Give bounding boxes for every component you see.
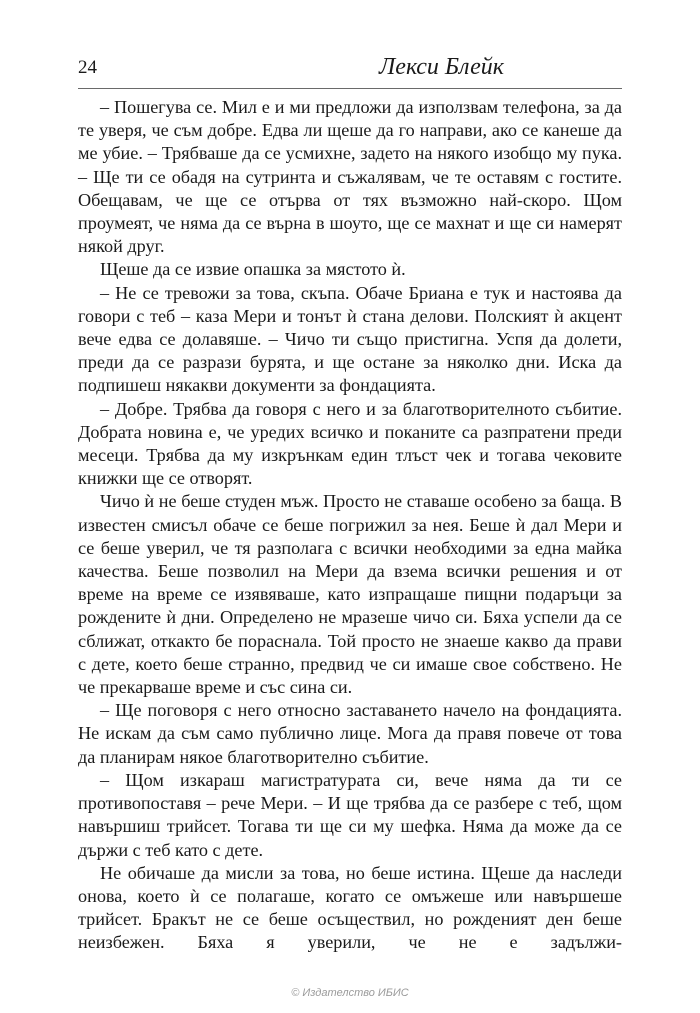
paragraph: Чичо ѝ не беше студен мъж. Просто не ставаше особено за баща. В известен смисъл обаче се беше погрижил за нея. Беше ѝ дал Мери и се беше уверил, че тя разполага с всички необходими за една майка качества. Беше позволил на Мери да взема всички решения и от време на време се изявяваше, като изпращаше пищни подаръци за рождените ѝ дни. Определено не мразеше чичо си. Бяха успели да се сближат, откакто бе пораснала. Той просто не знаеше какво да прави с дете, което беше странно, предвид че си имаше свое собствено. Не че прекарваше време и със сина си. <box>78 491 622 698</box>
header-rule <box>78 88 622 89</box>
running-title: Лекси Блейк <box>379 54 504 80</box>
copyright-footer: © Издателство ИБИС <box>291 987 409 999</box>
paragraph: – Щом изкараш магистратурата си, вече няма да ти се противопоставя – рече Мери. – И ще трябва да се разбере с теб, щом навършиш трийсет. Тогава ти ще си му шефка. Няма да може да се държи с теб като с дете. <box>78 769 622 860</box>
paragraph: – Не се тревожи за това, скъпа. Обаче Бриана е тук и настоява да говори с теб – каза Мери и тонът ѝ стана делови. Полският ѝ акцент вече едва се долавяше. – Чичо ти също пристигна. Успя да долети, преди да се разрази бурята, и ще остане за няколко дни. Иска да подпишеш някакви документи за фондацията. <box>78 282 622 396</box>
paragraph: – Добре. Трябва да говоря с него и за благотворителното събитие. Добрата новина е, че уредих всичко и поканите са разпратени преди месеци. Трябва да му изкрънкам един тлъст чек и тогава чековите книжки ще се отворят. <box>78 398 622 489</box>
paragraph: – Пошегува се. Мил е и ми предложи да използвам телефона, за да те уверя, че съм добре. Едва ли щеше да го направи, ако се канеше да ме убие. – Трябваше да се усмихне, задето на някого изобщо му пука. – Ще ти се обадя на сутринта и съжалявам, че те оставям с гостите. Обещавам, че ще се отърва от тях възможно най-скоро. Щом проумеят, че няма да се върна в шоуто, ще се махнат и ще си намерят някой друг. <box>78 97 622 257</box>
page-header <box>78 52 622 84</box>
paragraph: – Ще поговоря с него относно заставането начело на фондацията. Не искам да съм само публично лице. Мога да правя повече от това да планирам някое благотворително събитие. <box>78 700 622 767</box>
body-text <box>78 96 622 955</box>
page-number: 24 <box>78 57 97 78</box>
paragraph: Не обичаше да мисли за това, но беше истина. Щеше да наследи онова, което ѝ се полагаше, когато се омъжеше или навършеше трийсет. Бракът не се беше осъществил, но рожденият ден беше неизбежен. Бяха я уверили, че не е задължи- <box>78 862 622 953</box>
paragraph: Щеше да се извие опашка за мястото ѝ. <box>100 259 406 280</box>
